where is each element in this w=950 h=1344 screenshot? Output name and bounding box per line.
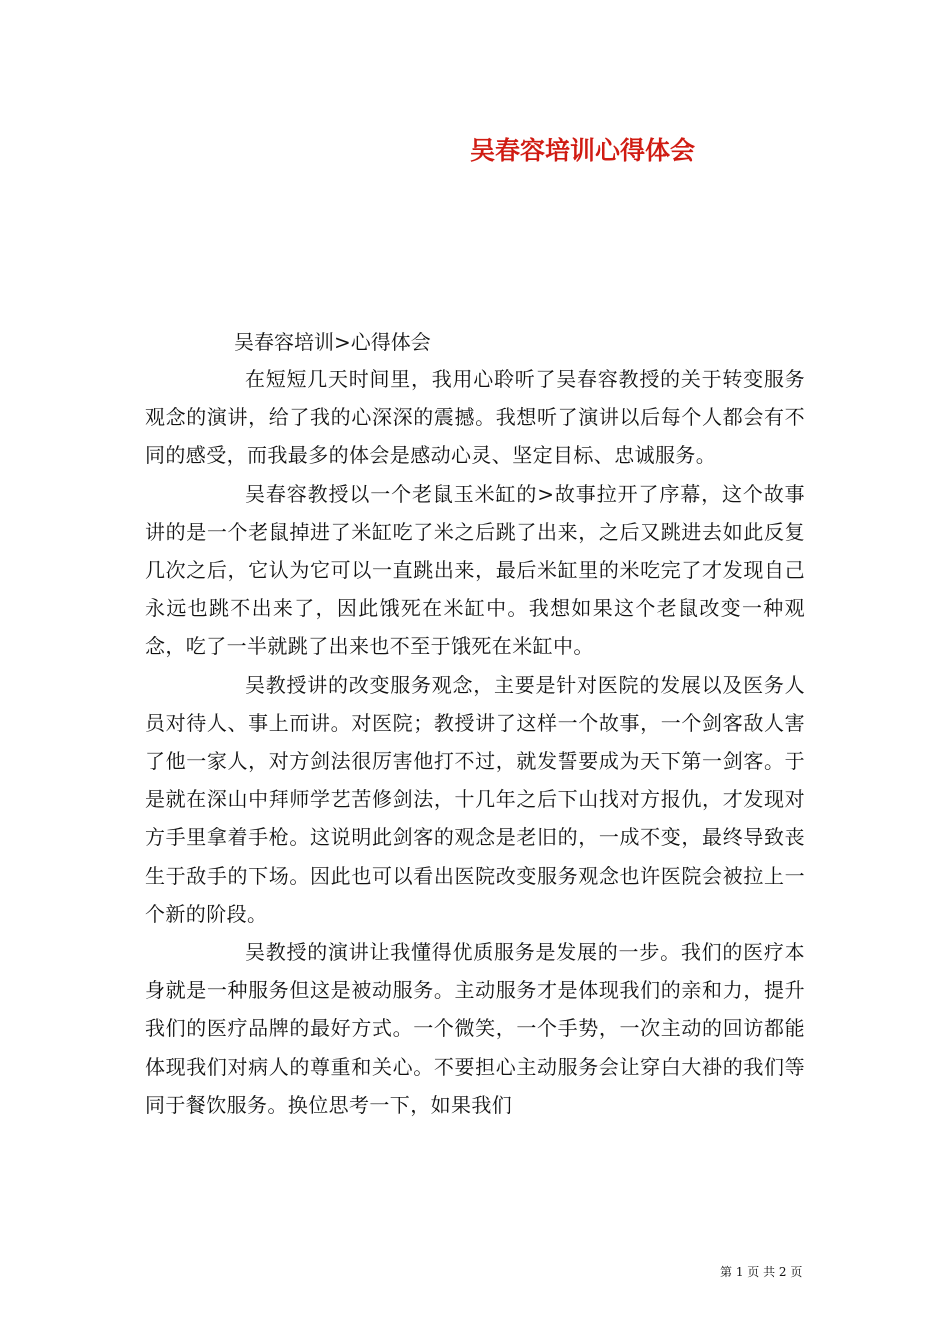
document-title: 吴春容培训心得体会 [470, 136, 696, 165]
document-body [145, 360, 805, 1124]
page-footer: 第 1 页 共 2 页 [720, 1265, 803, 1279]
document-subtitle: 吴春容培训>心得体会 [234, 330, 431, 354]
paragraph-3: 吴教授讲的改变服务观念，主要是针对医院的发展以及医务人员对待人、事上而讲。对医院；教授讲了这样一个故事，一个剑客敌人害了他一家人，对方剑法很厉害他打不过，就发誓要成为天下第一剑客。于是就在深山中拜师学艺苦修剑法，十几年之后下山找对方报仇，才发现对方手里拿着手枪。这说明此剑客的观念是老旧的，一成不变，最终导致丧生于敌手的下场。因此也可以看出医院改变服务观念也许医院会被拉上一个新的阶段。 [145, 672, 805, 926]
paragraph-2: 吴春容教授以一个老鼠玉米缸的>故事拉开了序幕，这个故事讲的是一个老鼠掉进了米缸吃了米之后跳了出来，之后又跳进去如此反复几次之后，它认为它可以一直跳出来，最后米缸里的米吃完了才发现自己永远也跳不出来了，因此饿死在米缸中。我想如果这个老鼠改变一种观念，吃了一半就跳了出来也不至于饿死在米缸中。 [145, 481, 805, 659]
paragraph-4: 吴教授的演讲让我懂得优质服务是发展的一步。我们的医疗本身就是一种服务但这是被动服务。主动服务才是体现我们的亲和力，提升我们的医疗品牌的最好方式。一个微笑，一个手势，一次主动的回访都能体现我们对病人的尊重和关心。不要担心主动服务会让穿白大褂的我们等同于餐饮服务。换位思考一下，如果我们 [145, 940, 805, 1117]
paragraph-1: 在短短几天时间里，我用心聆听了吴春容教授的关于转变服务观念的演讲，给了我的心深深的震撼。我想听了演讲以后每个人都会有不同的感受，而我最多的体会是感动心灵、坚定目标、忠诚服务。 [145, 367, 805, 468]
